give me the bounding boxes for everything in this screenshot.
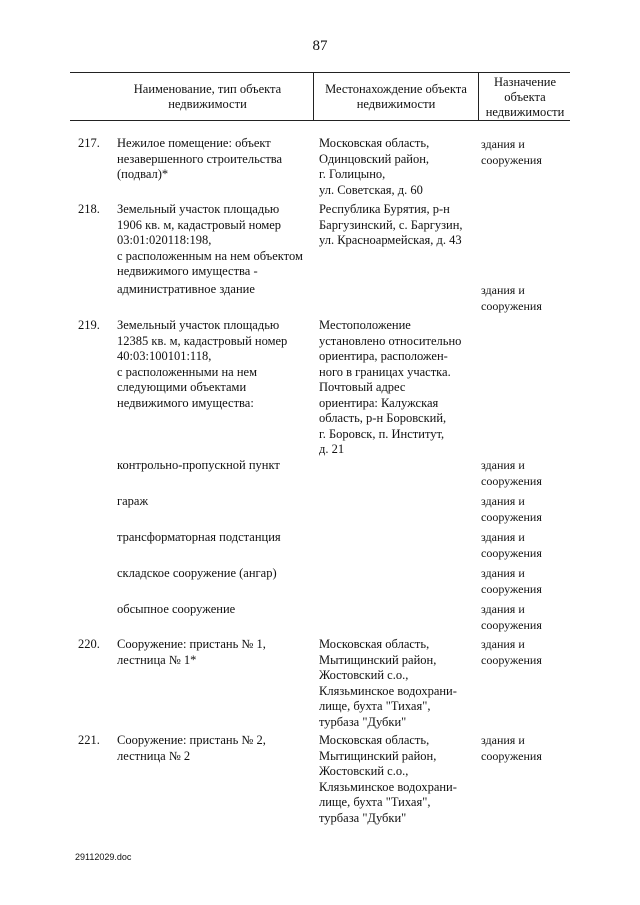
sub-object-purpose: здания и сооружения — [481, 458, 542, 488]
sub-object-name: трансформаторная подстанция — [117, 530, 281, 544]
header-col-location: Местонахождение объекта недвижимости — [325, 82, 467, 111]
page-number: 87 — [312, 38, 328, 54]
row-number: 219. — [78, 318, 100, 332]
sub-object-purpose: здания и сооружения — [481, 494, 542, 524]
row-number: 221. — [78, 733, 100, 747]
sub-object-purpose: здания и сооружения — [481, 566, 542, 596]
sub-object-name: складское сооружение (ангар) — [117, 566, 277, 580]
row-number: 220. — [78, 637, 100, 651]
row-number: 218. — [78, 202, 100, 216]
sub-object-name: обсыпное сооружение — [117, 602, 236, 616]
header-divider-2 — [478, 72, 479, 121]
header-col-name: Наименование, тип объекта недвижимости — [133, 82, 282, 111]
object-name: Нежилое помещение: объект незавершенного строительства (подвал)* — [117, 136, 283, 181]
object-location: Московская область, Мытищинский район, Жостовский с.о., Клязьминское водохрани- лище, бухта "Тихая", турбаза "Дубки" — [319, 637, 457, 729]
object-purpose: здания и сооружения — [481, 733, 542, 763]
sub-object-name: административное здание — [117, 282, 255, 296]
object-name: Земельный участок площадью 12385 кв. м, кадастровый номер 40:03:100101:118, с расположенными на нем следующими объектами недвижимого имущества: — [117, 318, 288, 410]
header-bottom-rule — [70, 120, 570, 121]
header-divider-1 — [313, 72, 314, 121]
object-location: Республика Бурятия, р-н Баргузинский, с. Баргузин, ул. Красноармейская, д. 43 — [319, 202, 463, 247]
object-name: Сооружение: пристань № 1, лестница № 1* — [117, 637, 266, 667]
row-number: 217. — [78, 136, 100, 150]
object-name: Земельный участок площадью 1906 кв. м, кадастровый номер 03:01:020118:198, с расположенным на нем объектом недвижимого имущества - — [117, 202, 303, 278]
sub-object-purpose: здания и сооружения — [481, 530, 542, 560]
sub-object-name: гараж — [117, 494, 149, 508]
footer-filename: 29112029.doc — [75, 852, 132, 862]
sub-object-purpose: здания и сооружения — [481, 283, 542, 313]
object-name: Сооружение: пристань № 2, лестница № 2 — [117, 733, 266, 763]
sub-object-purpose: здания и сооружения — [481, 602, 542, 632]
object-purpose: здания и сооружения — [481, 137, 542, 167]
header-col-purpose: Назначение объекта недвижимости — [485, 75, 565, 119]
object-location: Местоположение установлено относительно ориентира, расположен- ного в границах участка. Почтовый адрес ориентира: Калужская область, р-н Боровский, г. Боровск, п. Институт, д. 21 — [319, 318, 462, 456]
object-location: Московская область, Мытищинский район, Жостовский с.о., Клязьминское водохрани- лище, бухта "Тихая", турбаза "Дубки" — [319, 733, 457, 825]
sub-object-name: контрольно-пропускной пункт — [117, 458, 280, 472]
object-purpose: здания и сооружения — [481, 637, 542, 667]
object-location: Московская область, Одинцовский район, г. Голицыно, ул. Советская, д. 60 — [319, 136, 430, 197]
header-top-rule — [70, 72, 570, 73]
